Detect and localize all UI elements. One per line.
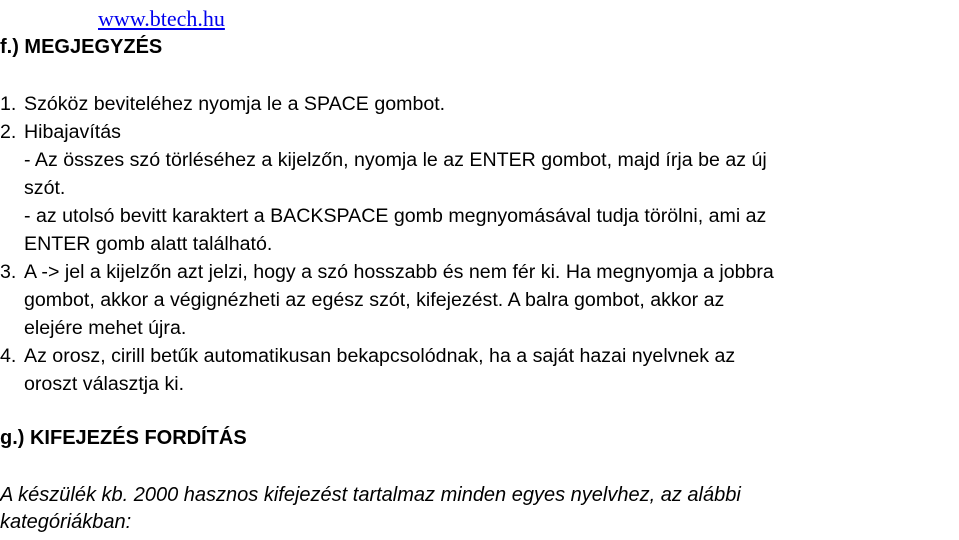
section-g-intro-line-2: kategóriákban: <box>0 511 132 533</box>
item-3-line-3: elejére mehet újra. <box>24 317 187 339</box>
item-4-line-1: Az orosz, cirill betűk automatikusan bekapcsolódnak, ha a saját hazai nyelvnek az <box>24 345 736 367</box>
item-2-line-3: szót. <box>24 177 66 199</box>
item-1-number: 1. <box>0 93 17 115</box>
website-link[interactable]: www.btech.hu <box>98 6 225 31</box>
section-f-title: f.) MEGJEGYZÉS <box>0 36 163 58</box>
item-1-line-1: Szóköz beviteléhez nyomja le a SPACE gombot. <box>24 93 446 115</box>
section-g-intro-line-1: A készülék kb. 2000 hasznos kifejezést tartalmaz minden egyes nyelvhez, az alábbi <box>0 484 741 506</box>
item-4-line-2: oroszt választja ki. <box>24 373 185 395</box>
item-4-number: 4. <box>0 345 17 367</box>
item-3-line-2: gombot, akkor a végignézheti az egész szót, kifejezést. A balra gombot, akkor az <box>24 289 725 311</box>
item-2-line-2: - Az összes szó törléséhez a kijelzőn, nyomja le az ENTER gombot, majd írja be az új <box>24 149 767 171</box>
section-g-title: g.) KIFEJEZÉS FORDÍTÁS <box>0 427 247 449</box>
item-2-line-4: - az utolsó bevitt karaktert a BACKSPACE gomb megnyomásával tudja törölni, ami az <box>24 205 767 227</box>
item-3-number: 3. <box>0 261 17 283</box>
item-2-line-1: Hibajavítás <box>24 121 121 143</box>
item-2-number: 2. <box>0 121 17 143</box>
item-2-line-5: ENTER gomb alatt található. <box>24 233 273 255</box>
item-3-line-1: A -> jel a kijelzőn azt jelzi, hogy a szó hosszabb és nem fér ki. Ha megnyomja a jobbra <box>24 261 774 283</box>
